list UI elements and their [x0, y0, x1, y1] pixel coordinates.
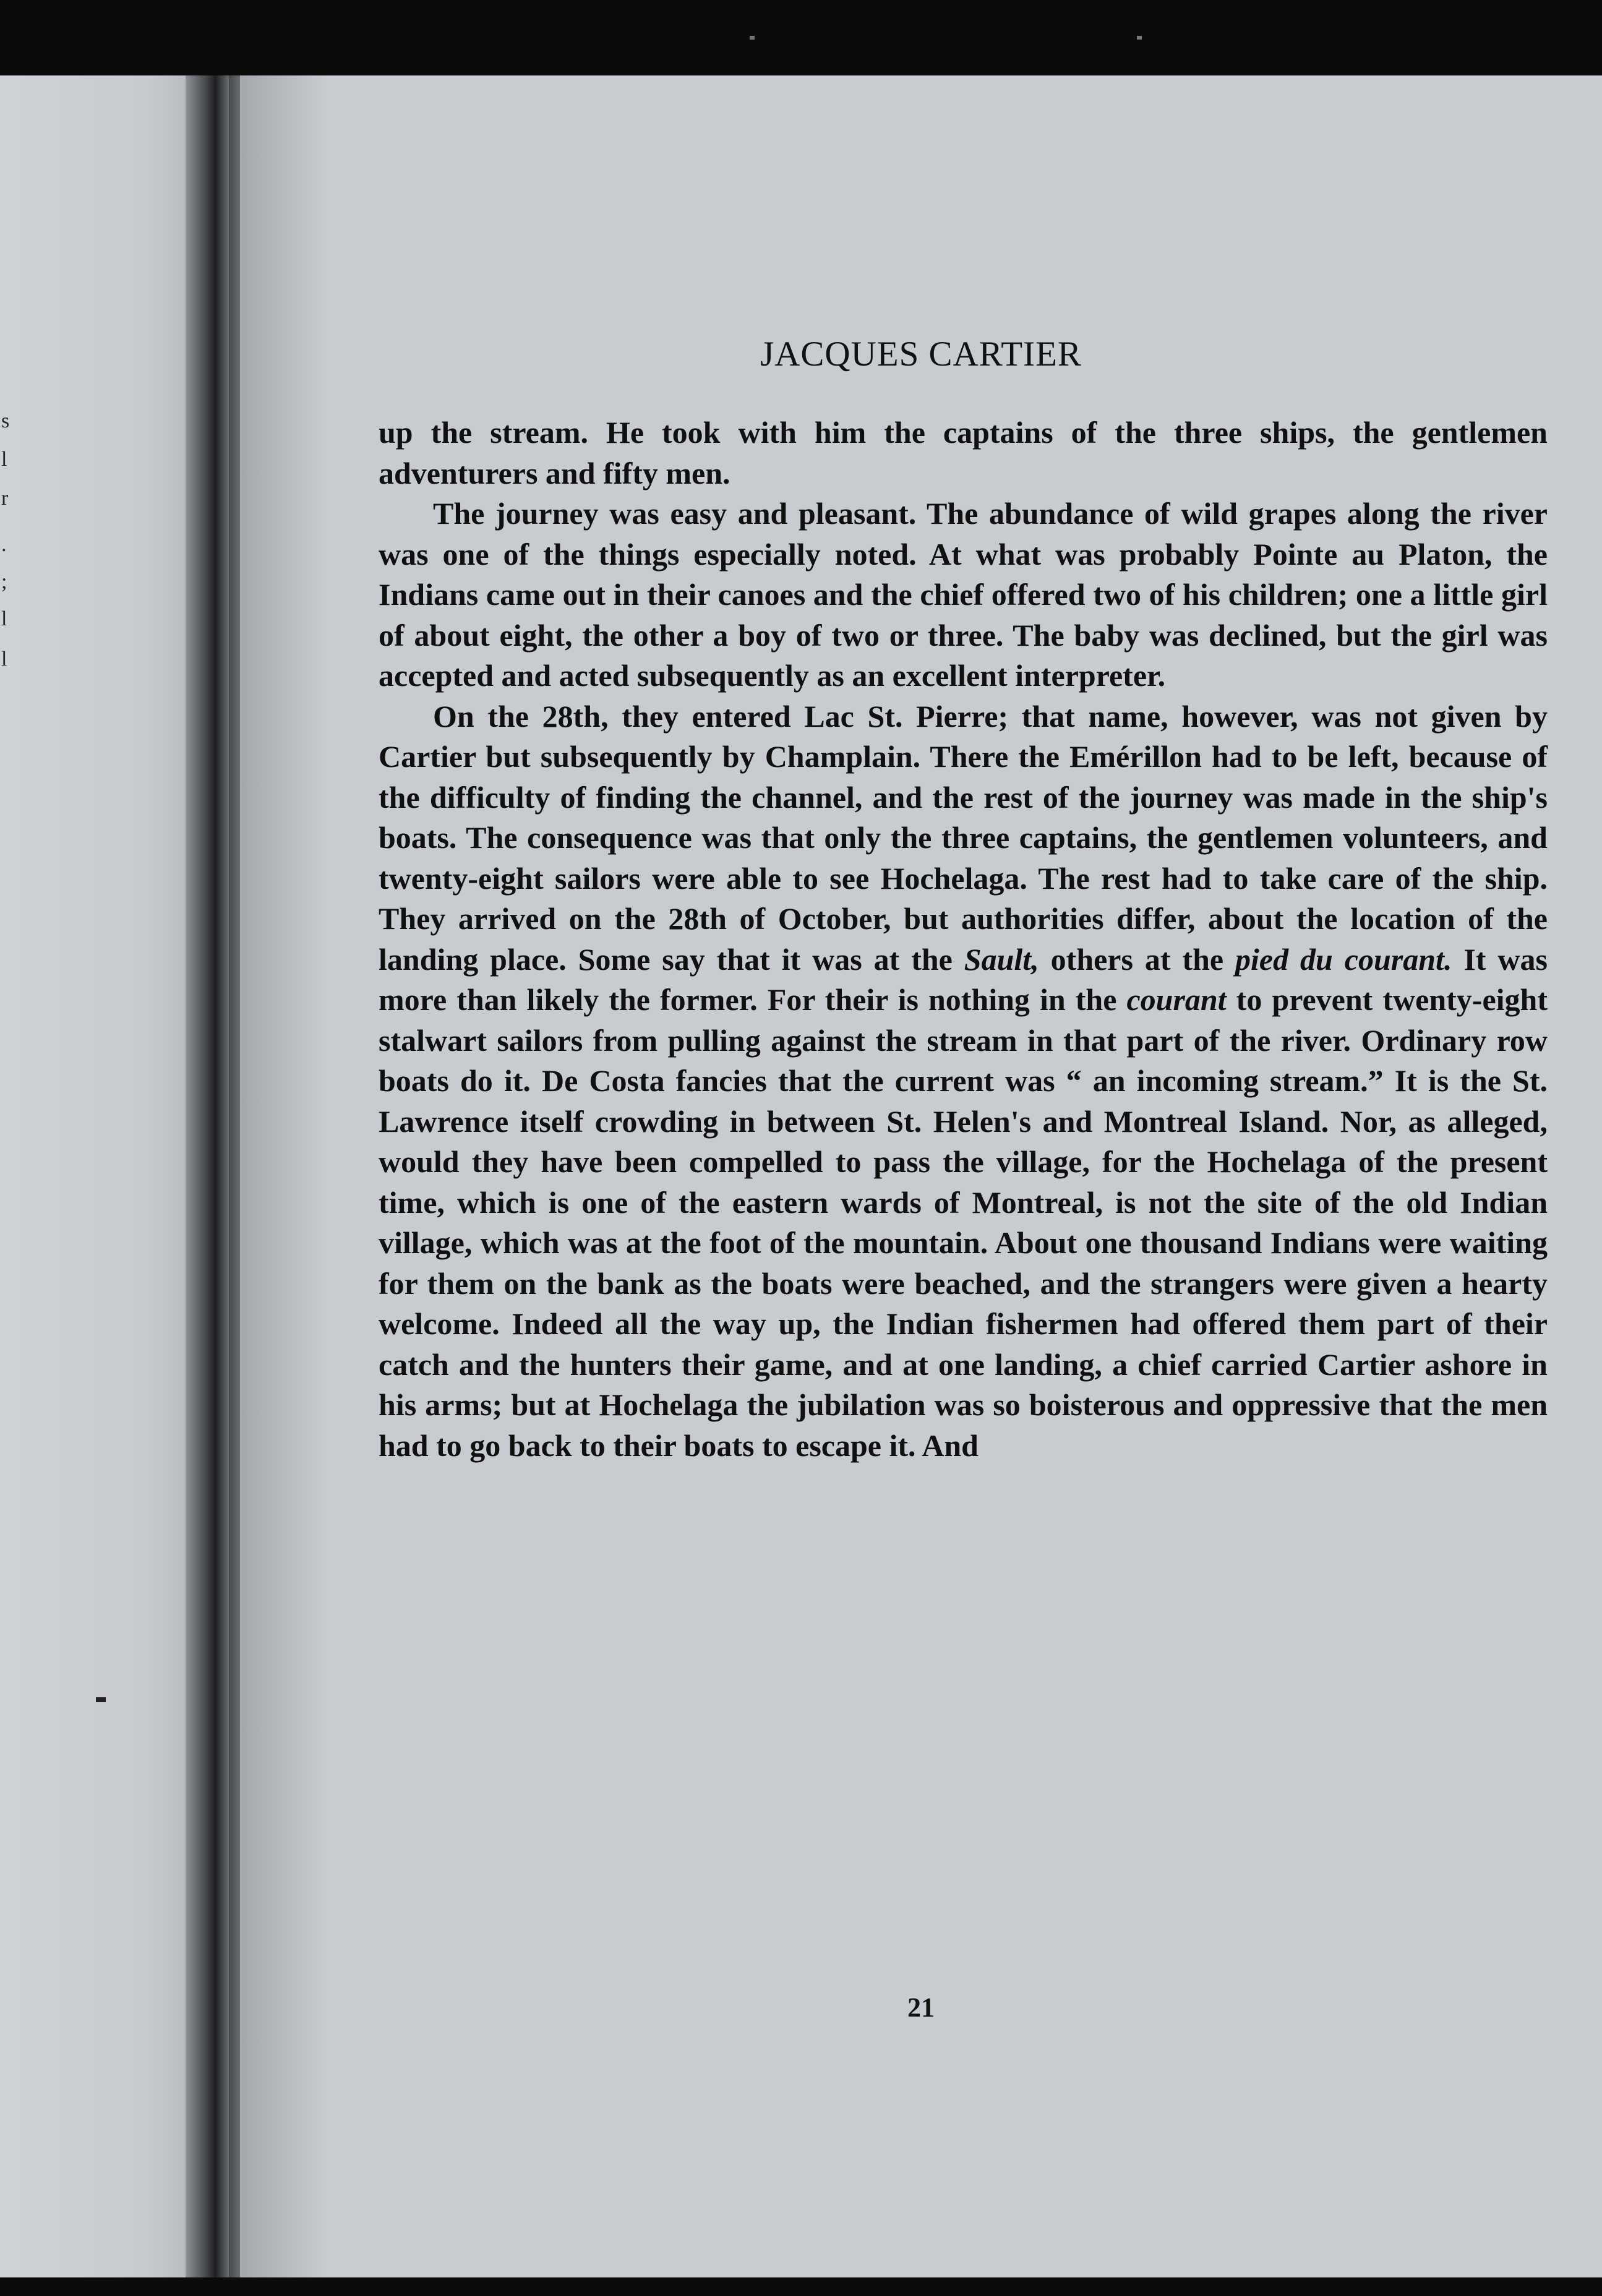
left-page-fragment: l [1, 648, 7, 670]
left-page-fragment: l [1, 607, 7, 630]
dust-speck [1137, 36, 1142, 40]
left-page-fragment: ; [1, 570, 7, 593]
left-page-edge [0, 75, 186, 2277]
left-page-fragment: s [1, 409, 10, 432]
dust-speck [750, 36, 755, 40]
gutter-shadow [229, 75, 240, 2277]
text-run: It was more than likely the former. For their is nothing in the [379, 941, 1548, 1017]
text-run: The journey was easy and pleasant. The abundance of wild grapes along the river was one of the things especially noted. At what was probably Pointe au Platon, the Indians came out in their canoes and the chief offered two of his children; one a little girl of about eight, the other a boy of two or three. The baby was declined, but the girl was accepted and acted subsequently as an excellent interpreter. [379, 496, 1548, 693]
italic-phrase: courant [1126, 982, 1227, 1017]
page-number: 21 [907, 1992, 935, 2023]
page-shadow [240, 75, 327, 2277]
paragraph [379, 494, 1548, 696]
italic-phrase: pied du courant. [1235, 941, 1452, 977]
text-run: On the 28th, they entered Lac St. Pierre; that name, however, was not given by Cartier but subsequently by Champlain. There the Emérillon had to be left, because of the difficulty of finding the channel, and the rest of the journey was made in the ship's boats. The consequence was that only the three captains, the gentlemen volunteers, and twenty-eight sailors were able to see Hochelaga. The rest had to take care of the ship. They arrived on the 28th of October, but authorities differ, about the location of the landing place. Some say that it was at the [379, 698, 1548, 977]
text-run: others at the [1039, 941, 1236, 977]
text-run: up the stream. He took with him the captains of the three ships, the gentlemen adventurers and fifty men. [379, 415, 1548, 490]
body-text [379, 413, 1548, 1466]
left-page-fragment: l [1, 448, 7, 471]
left-page-fragment: . [1, 533, 7, 556]
paragraph [379, 413, 1548, 494]
running-head: JACQUES CARTIER [760, 335, 1082, 374]
text-run: to prevent twenty-eight stalwart sailors from pulling against the stream in that part of the river. Ordinary row boats do it. De Costa fancies that the current was “ an incoming stream.” It is the St. Lawrence itself crowding in between St. Helen's and Montreal Island. Nor, as alleged, would they have been compelled to pass the village, for the Hochelaga of the present time, which is one of the eastern wards of Montreal, is not the site of the old Indian village, which was at the foot of the mountain. About one thousand Indians were waiting for them on the bank as the boats were beached, and the strangers were given a hearty welcome. Indeed all the way up, the Indian fishermen had offered them part of their catch and the hunters their game, and at one landing, a chief carried Cartier ashore in his arms; but at Hochelaga the jubilation was so boisterous and oppressive that the men had to go back to their boats to escape it. And [379, 982, 1548, 1463]
italic-phrase: Sault, [964, 941, 1039, 977]
paragraph [379, 696, 1548, 1467]
book-page [240, 75, 1602, 2277]
left-page-mark [96, 1697, 106, 1702]
left-page-fragment: r [1, 487, 9, 510]
